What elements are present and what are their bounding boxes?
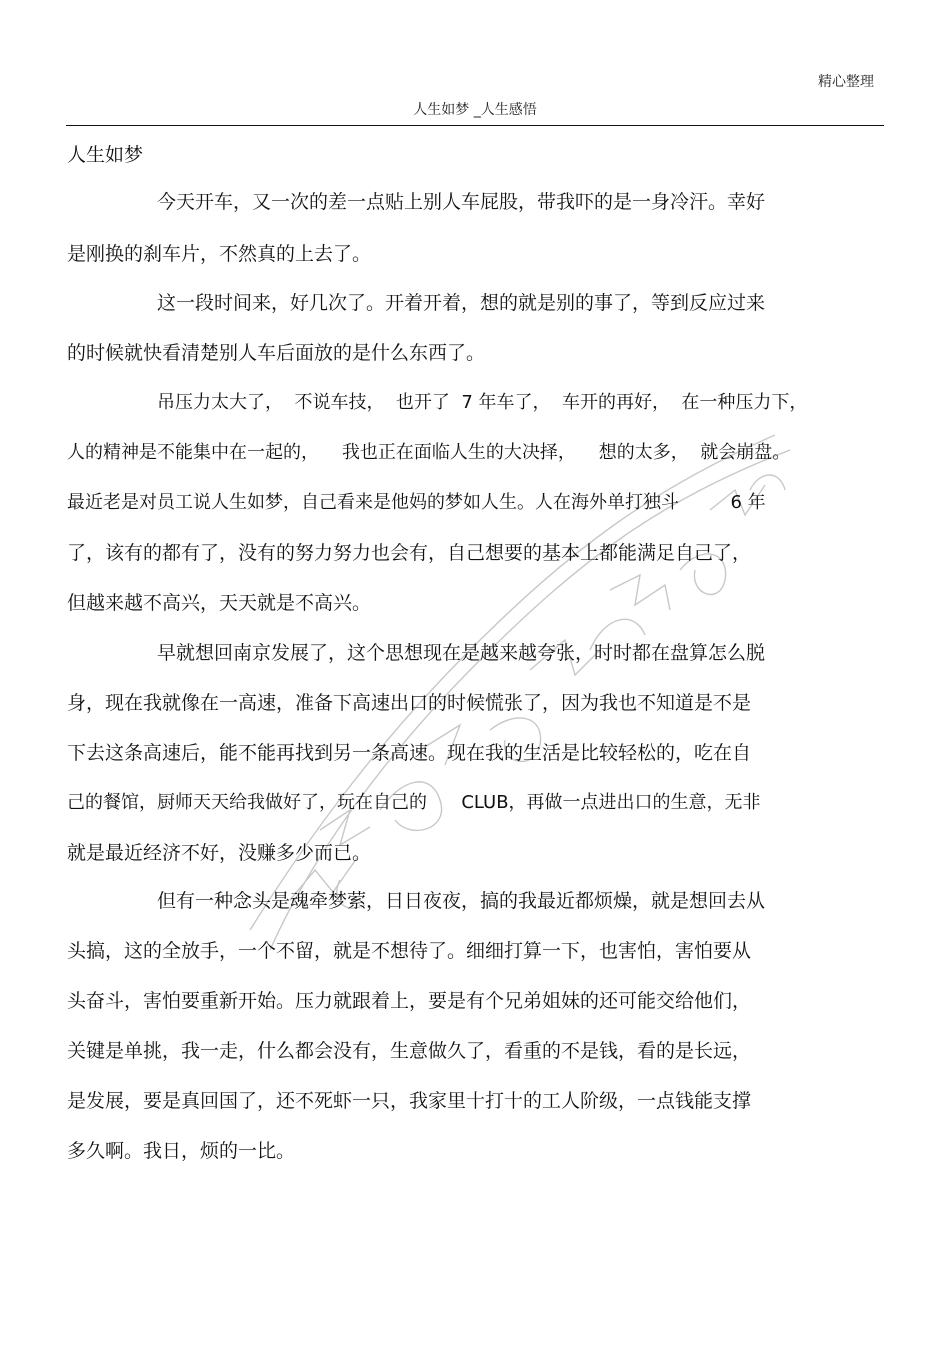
body-line: 是刚换的刹车片，不然真的上去了。 — [67, 243, 372, 265]
header-divider — [66, 125, 884, 126]
body-line: 多久啊。我日，烦的一比。 — [67, 1140, 296, 1162]
body-line: 就是最近经济不好，没赚多少而已。 — [67, 842, 372, 864]
body-line: 的时候就快看清楚别人车后面放的是什么东西了。 — [67, 342, 486, 364]
corner-note: 精心整理 — [818, 74, 874, 90]
body-line: 下去这条高速后，能不能再找到另一条高速。现在我的生活是比较轻松的，吃在自 — [67, 742, 752, 764]
body-line: 了，该有的都有了，没有的努力努力也会有，自己想要的基本上都能满足自己了， — [67, 542, 752, 564]
article-title: 人生如梦 — [67, 144, 144, 166]
body-line: 吊压力太大了， 不说车技， 也开了 7 年车了， 车开的再好， 在一种压力下， — [157, 392, 808, 413]
body-line: 但越来越不高兴，天天就是不高兴。 — [67, 592, 372, 614]
body-line: 早就想回南京发展了，这个思想现在是越来越夸张，时时都在盘算怎么脱 — [157, 642, 766, 664]
body-line: 头搞，这的全放手，一个不留，就是不想待了。细细打算一下，也害怕，害怕要从 — [67, 940, 752, 962]
body-line: 头奋斗，害怕要重新开始。压力就跟着上，要是有个兄弟姐妹的还可能交给他们， — [67, 990, 752, 1012]
body-line: 人的精神是不能集中在一起的， 我也正在面临人生的大决择， 想的太多， 就会崩盘。 — [67, 442, 791, 463]
body-line: 今天开车，又一次的差一点贴上别人车屁股，带我吓的是一身冷汗。幸好 — [157, 191, 766, 213]
body-line: 这一段时间来，好几次了。开着开着，想的就是别的事了，等到反应过来 — [157, 292, 766, 314]
body-line: 但有一种念头是魂牵梦萦，日日夜夜，搞的我最近都烦燥，就是想回去从 — [157, 890, 766, 912]
body-line: 己的餐馆，厨师天天给我做好了，玩在自己的 CLUB，再做一点进出口的生意，无非 — [67, 792, 761, 813]
body-line: 身，现在我就像在一高速，准备下高速出口的时候慌张了，因为我也不知道是不是 — [67, 692, 752, 714]
body-line: 是发展，要是真回国了，还不死虾一只，我家里十打十的工人阶级，一点钱能支撑 — [67, 1090, 752, 1112]
body-line: 关键是单挑，我一走，什么都会没有，生意做久了，看重的不是钱，看的是长远， — [67, 1040, 752, 1062]
body-line: 最近老是对员工说人生如梦，自己看来是他妈的梦如人生。人在海外单打独斗 6 年 — [67, 492, 766, 513]
running-header: 人生如梦 _人生感悟 — [413, 102, 537, 118]
